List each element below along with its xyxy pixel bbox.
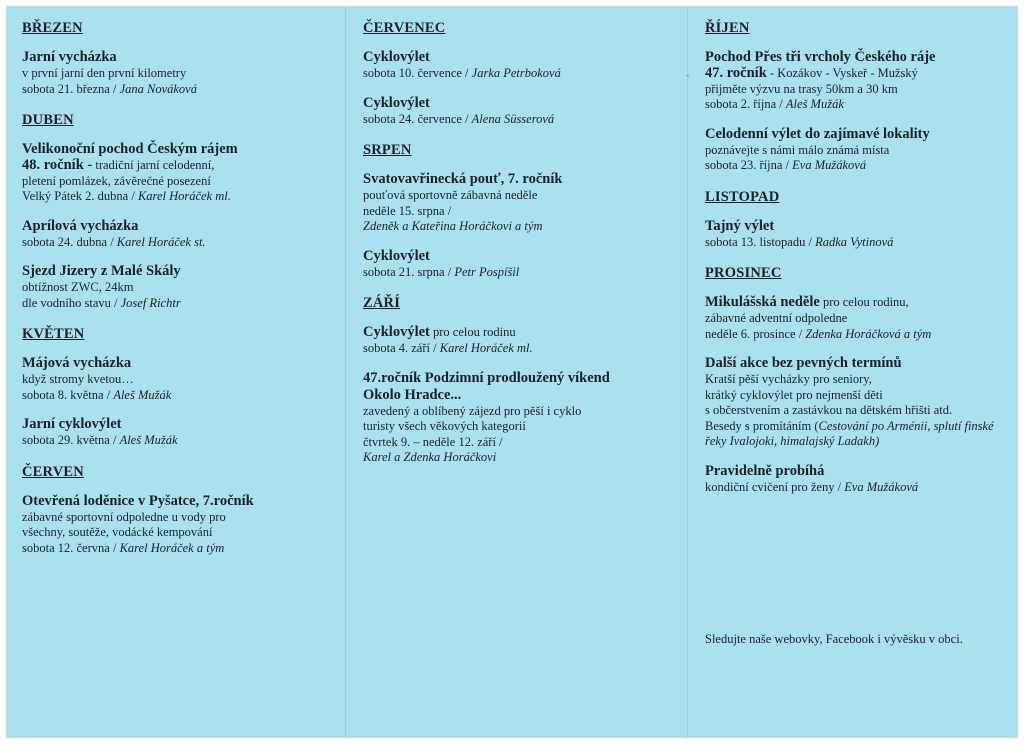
event-title: [22, 416, 322, 433]
organizer: Jana Nováková: [119, 81, 197, 96]
event-date-organizer: sobota 21. srpna / Petr Pospíšil: [363, 264, 520, 279]
event-title-text: Cyklovýlet: [363, 324, 430, 340]
event-block: [22, 218, 322, 251]
organizer: Alena Süsserová: [471, 111, 555, 126]
event-title-text: Celodenní výlet do zajímavé lokality: [705, 125, 930, 142]
event-date: sobota 29. května: [22, 433, 110, 447]
organizer: Karel Horáček a tým: [119, 540, 225, 555]
event-title-text: Otevřená loděnice v Pyšatce, 7.ročník: [22, 492, 254, 509]
event-line-text: Besedy s promítáním (: [705, 418, 819, 433]
organizer: Radka Vytinová: [815, 234, 894, 249]
event-date: sobota 2. října: [705, 97, 777, 111]
month-heading: SRPEN: [363, 142, 412, 158]
event-date-organizer: sobota 2. října / Aleš Mužák: [705, 97, 844, 111]
edition-label: 48. ročník -: [22, 157, 93, 173]
event-line-italic: Cestování po Arménii, splutí finské řeky Ivalojoki, himalajský Ladakh): [705, 418, 994, 448]
month-heading: ZÁŘÍ: [363, 295, 401, 311]
event-title: [22, 493, 322, 510]
event-date: sobota 21. srpna: [363, 264, 445, 279]
event-block: [363, 370, 668, 466]
event-description: s občerstvením a zastávkou na dětském hřišti atd.: [705, 403, 953, 417]
event-date: sobota 4. září: [363, 341, 430, 355]
fold-line: [687, 6, 688, 738]
organizer: Zdeněk a Kateřina Horáčkovi a tým: [363, 219, 543, 233]
event-title-text: Svatovavřinecká pouť, 7. ročník: [363, 171, 563, 187]
organizer: Aleš Mužák: [119, 433, 178, 447]
event-description: čtvrtek 9. – neděle 12. září /: [363, 434, 503, 449]
event-block: [22, 416, 322, 449]
event-title-text: Cyklovýlet: [363, 247, 430, 264]
event-date-organizer: sobota 10. července / Jarka Petrboková: [363, 66, 561, 80]
event-block: [22, 141, 322, 205]
event-date-organizer: sobota 12. června / Karel Horáček a tým: [22, 540, 225, 555]
event-date: sobota 12. června: [22, 540, 110, 555]
event-title: [22, 218, 322, 235]
event-title: [363, 370, 668, 387]
event-date: sobota 24. července: [363, 111, 462, 126]
organizer: Josef Richtr: [120, 295, 181, 310]
organizer: Karel Horáček ml.: [137, 189, 231, 203]
organizer: Karel Horáček ml.: [439, 341, 533, 355]
event-title-text: Mikulášská neděle: [705, 294, 820, 310]
event-block: [22, 49, 322, 97]
event-date: Velký Pátek 2. dubna: [22, 189, 129, 203]
event-title-text: Sjezd Jizery z Malé Skály: [22, 263, 181, 279]
month-heading: ŘÍJEN: [705, 20, 750, 36]
event-title: [705, 126, 1005, 143]
event-block: [363, 324, 668, 357]
event-title: [22, 141, 322, 158]
organizer: Aleš Mužák: [113, 387, 172, 402]
event-title: [22, 49, 322, 66]
event-date: sobota 24. dubna: [22, 234, 108, 249]
month-heading: PROSINEC: [705, 265, 782, 281]
organizer: Eva Mužáková: [792, 158, 867, 172]
event-line: [705, 66, 1005, 82]
event-title-text: Májová vycházka: [22, 355, 132, 371]
event-title: [705, 463, 1005, 480]
organizer: Zdenka Horáčková a tým: [805, 326, 932, 341]
event-block: [705, 218, 1005, 251]
event-date-organizer: dle vodního stavu / Josef Richtr: [22, 295, 181, 310]
event-title: [22, 263, 322, 280]
event-description: pouťová sportovně zábavná neděle: [363, 188, 538, 202]
event-title-line2: Okolo Hradce...: [363, 386, 462, 403]
event-block: [363, 95, 668, 128]
edition-label: 47. ročník: [705, 65, 767, 81]
event-title-text: Cyklovýlet: [363, 49, 430, 65]
event-title-text: Další akce bez pevných termínů: [705, 355, 902, 371]
event-title: [363, 95, 668, 112]
month-heading: LISTOPAD: [705, 188, 780, 205]
event-date-organizer: sobota 23. října / Eva Mužáková: [705, 158, 867, 172]
event-date: dle vodního stavu: [22, 295, 111, 310]
event-title-text: Jarní vycházka: [22, 49, 117, 65]
event-description: neděle 15. srpna /: [363, 203, 452, 218]
event-description: turisty všech věkových kategorií: [363, 419, 526, 433]
event-date: sobota 21. března: [22, 81, 110, 96]
event-description: přijměte výzvu na trasy 50km a 30 km: [705, 81, 898, 96]
event-block: [705, 463, 1005, 496]
event-line-text: - Kozákov - Vyskeř - Mužský: [766, 66, 918, 80]
event-block: [705, 294, 1005, 342]
event-title: [705, 355, 1005, 372]
column-middle: [363, 18, 668, 479]
month-heading: DUBEN: [22, 112, 74, 128]
event-block: [705, 355, 1005, 450]
margin-mark: -: [686, 70, 690, 81]
event-date-organizer: sobota 24. července / Alena Süsserová: [363, 111, 555, 126]
month-heading: ČERVEN: [22, 463, 84, 480]
event-description: když stromy kvetou…: [22, 372, 134, 386]
event-description: poznávejte s námi málo známá místa: [705, 142, 890, 157]
event-block: [22, 355, 322, 403]
event-block: [705, 49, 1005, 113]
event-block: [363, 248, 668, 281]
column-left: [22, 18, 322, 569]
event-block: [705, 126, 1005, 174]
event-title: [705, 294, 1005, 311]
event-block: [22, 263, 322, 311]
event-description: všechny, soutěže, vodácké kempování: [22, 525, 213, 539]
event-block: [363, 171, 668, 235]
event-title: [363, 49, 668, 66]
event-title-text: Pochod Přes tři vrcholy Českého ráje: [705, 49, 936, 65]
event-title-text: Cyklovýlet: [363, 94, 430, 111]
event-title-suffix: pro celou rodinu: [429, 325, 516, 339]
event-date-organizer: Velký Pátek 2. dubna / Karel Horáček ml.: [22, 189, 231, 203]
event-title-text: Pravidelně probíhá: [705, 462, 825, 479]
month-heading: BŘEZEN: [22, 20, 83, 36]
event-description: zábavné sportovní odpoledne u vody pro: [22, 509, 226, 524]
event-title-text: 47.ročník Podzimní prodloužený víkend: [363, 369, 610, 386]
event-title: [705, 49, 1005, 66]
event-description: zábavné adventní odpoledne: [705, 311, 848, 325]
event-title: [363, 324, 668, 341]
event-date-organizer: kondiční cvičení pro ženy / Eva Mužáková: [705, 479, 919, 494]
month-heading: ČERVENEC: [363, 20, 446, 36]
event-date-organizer: sobota 4. září / Karel Horáček ml.: [363, 341, 533, 355]
organizer: Aleš Mužák: [785, 97, 844, 111]
event-date-organizer: sobota 8. května / Aleš Mužák: [22, 387, 172, 402]
event-line: [705, 419, 1005, 450]
month-heading: KVĚTEN: [22, 326, 85, 342]
event-title: [363, 248, 668, 265]
event-date-organizer: sobota 29. května / Aleš Mužák: [22, 433, 178, 447]
event-title-text: Velikonoční pochod Českým rájem: [22, 141, 238, 157]
event-title-text: Tajný výlet: [705, 217, 775, 234]
fold-line: [345, 6, 346, 738]
organizer: Eva Mužáková: [844, 479, 919, 494]
event-title-text: Aprílová vycházka: [22, 217, 139, 234]
event-title: [705, 218, 1005, 235]
event-title-suffix: pro celou rodinu,: [819, 295, 909, 309]
organizer: Petr Pospíšil: [454, 264, 520, 279]
event-line: [22, 158, 322, 174]
event-date-organizer: sobota 13. listopadu / Radka Vytinová: [705, 234, 894, 249]
organizer: Karel Horáček st.: [116, 234, 206, 249]
event-line-text: tradiční jarní celodenní,: [92, 158, 215, 172]
event-description: v první jarní den první kilometry: [22, 66, 187, 80]
event-date-organizer: sobota 24. dubna / Karel Horáček st.: [22, 234, 206, 249]
event-block: [363, 49, 668, 82]
event-date: neděle 6. prosince: [705, 326, 796, 341]
event-date: kondiční cvičení pro ženy: [705, 479, 835, 494]
column-right: [705, 18, 1005, 508]
event-description: Kratší pěší vycházky pro seniory,: [705, 372, 872, 386]
event-date-organizer: sobota 21. března / Jana Nováková: [22, 81, 197, 96]
event-date-organizer: neděle 6. prosince / Zdenka Horáčková a tým: [705, 326, 932, 341]
event-date: sobota 10. července: [363, 66, 462, 80]
event-title: [22, 355, 322, 372]
event-description: krátký cyklovýlet pro nejmenší děti: [705, 387, 883, 402]
event-description: obtížnost ZWC, 24km: [22, 280, 134, 294]
footer-note: Sledujte naše webovky, Facebook i vývěsku v obci.: [705, 632, 963, 646]
organizer: Jarka Petrboková: [471, 66, 561, 80]
event-description: pletení pomlázek, závěrečné posezení: [22, 173, 211, 188]
event-title: [363, 171, 668, 188]
event-date: sobota 23. října: [705, 158, 783, 172]
organizer: Karel a Zdenka Horáčkovi: [363, 450, 497, 464]
event-title-text: Jarní cyklovýlet: [22, 416, 122, 432]
event-date: sobota 8. května: [22, 387, 104, 402]
event-date: sobota 13. listopadu: [705, 234, 806, 249]
event-block: [22, 493, 322, 557]
event-description: zavedený a oblíbený zájezd pro pěší i cyklo: [363, 403, 582, 418]
